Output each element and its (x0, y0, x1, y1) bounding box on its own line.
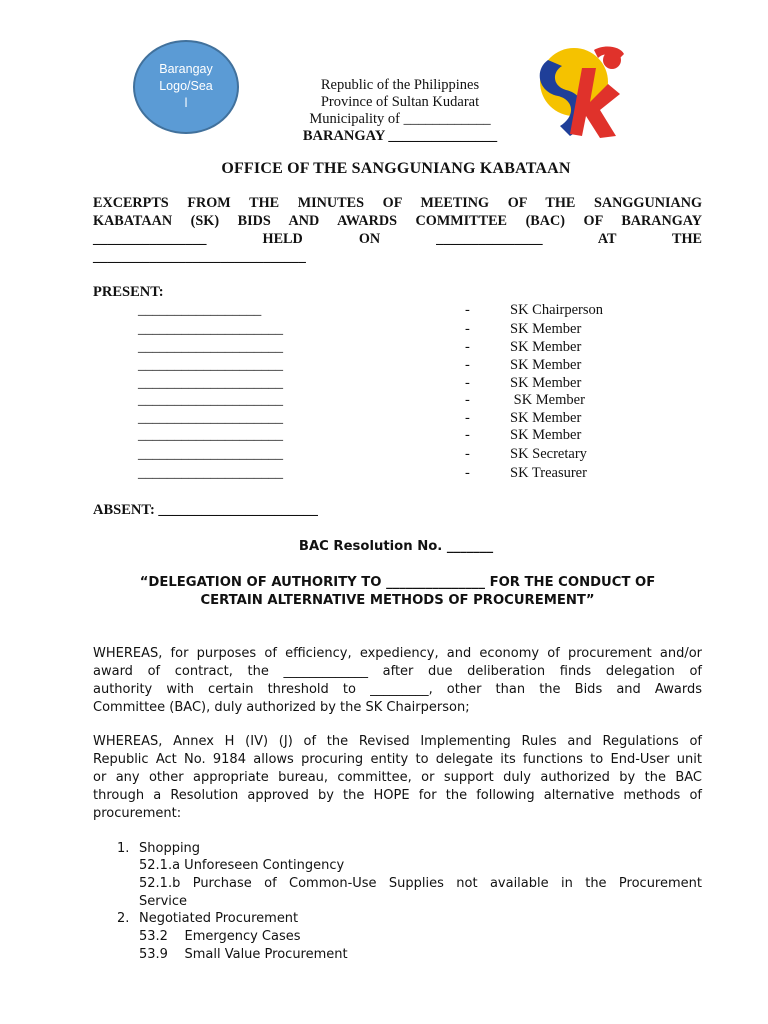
attendee-role: SK Member (510, 410, 582, 426)
attendee-name-line: ____________________ (138, 357, 283, 373)
sk-logo-icon (524, 40, 628, 144)
list-number: 2. (117, 911, 130, 926)
excerpt-line-4: ______________________________ (93, 249, 306, 265)
logo-line-3: l (184, 96, 188, 110)
attendee-dash: - (465, 375, 470, 391)
absent-line: ABSENT: ______________________ (93, 502, 318, 518)
header-municipality: Municipality of ____________ (309, 111, 491, 127)
list-subitem: 52.1.b Purchase of Common-Use Supplies not available in the Procurement (139, 876, 702, 891)
paragraph-line: award of contract, the _____________ after due deliberation finds delegation of (93, 664, 702, 679)
logo-line-2: Logo/Sea (159, 79, 213, 93)
header-province: Province of Sultan Kudarat (320, 94, 480, 110)
header-republic: Republic of the Philippines (320, 77, 480, 93)
attendee-role: SK Member (510, 321, 582, 337)
attendee-dash: - (465, 339, 470, 355)
excerpt-line-3: ________________ HELD ON _______________ AT THE (93, 231, 702, 247)
attendee-dash: - (465, 357, 470, 373)
attendee-dash: - (465, 321, 470, 337)
paragraph-line: authority with certain threshold to _________, other than the Bids and Awards (93, 682, 702, 697)
paragraph-line: WHEREAS, for purposes of efficiency, expediency, and economy of procurement and/or (93, 646, 702, 661)
attendee-dash: - (465, 427, 470, 443)
excerpt-line-1: EXCERPTS FROM THE MINUTES OF MEETING OF THE SANGGUNIANG (93, 195, 702, 211)
attendee-role: SK Member (510, 375, 582, 391)
whereas-paragraph-2 (93, 733, 702, 823)
attendee-role: SK Chairperson (510, 302, 604, 318)
header-barangay: BARANGAY _______________ (302, 128, 498, 144)
list-number: 1. (117, 841, 130, 856)
attendee-name-line: ____________________ (138, 339, 283, 355)
attendee-name-line: ____________________ (138, 410, 283, 426)
paragraph-line: Committee (BAC), duly authorized by the SK Chairperson; (93, 700, 470, 715)
attendee-role: SK Treasurer (510, 465, 587, 481)
logo-line-1: Barangay (159, 62, 213, 76)
list-subitem: 52.1.a Unforeseen Contingency (139, 858, 345, 873)
paragraph-line: Republic Act No. 9184 allows procuring entity to delegate its functions to End-User unit (93, 752, 702, 767)
office-title: OFFICE OF THE SANGGUNIANG KABATAAN (221, 160, 571, 177)
whereas-paragraph-1 (93, 645, 702, 717)
attendee-role: SK Member (510, 357, 582, 373)
excerpt-heading (93, 195, 702, 267)
attendee-name-line: ____________________ (138, 465, 283, 481)
list-subitem: 53.2 Emergency Cases (139, 929, 301, 944)
attendee-role: SK Secretary (510, 446, 587, 462)
attendee-dash: - (465, 302, 470, 318)
attendee-dash: - (465, 446, 470, 462)
list-subitem: Service (139, 894, 188, 909)
paragraph-line: procurement: (93, 806, 182, 821)
attendee-name-line: ____________________ (138, 392, 283, 408)
attendee-role: SK Member (510, 339, 582, 355)
excerpt-line-2: KABATAAN (SK) BIDS AND AWARDS COMMITTEE (BAC) OF BARANGAY (93, 213, 702, 229)
attendee-name-line: ____________________ (138, 375, 283, 391)
list-item: Shopping (139, 841, 201, 856)
resolution-number: BAC Resolution No. _______ (298, 539, 494, 554)
resolution-title-line-2: CERTAIN ALTERNATIVE METHODS OF PROCUREMENT” (200, 593, 595, 608)
paragraph-line: through a Resolution approved by the HOPE for the following alternative methods of (93, 788, 702, 803)
list-item: Negotiated Procurement (139, 911, 299, 926)
attendee-name-line: _________________ (138, 302, 262, 318)
attendee-name-line: ____________________ (138, 321, 283, 337)
attendee-dash: - (465, 465, 470, 481)
attendee-role: SK Member (510, 392, 585, 408)
attendee-dash: - (465, 410, 470, 426)
attendee-role: SK Member (510, 427, 582, 443)
resolution-title-line-1: “DELEGATION OF AUTHORITY TO _______________ FOR THE CONDUCT OF (139, 575, 656, 590)
attendee-name-line: ____________________ (138, 427, 283, 443)
present-label: PRESENT: (93, 284, 164, 300)
attendee-name-line: ____________________ (138, 446, 283, 462)
barangay-logo-placeholder (133, 40, 239, 134)
paragraph-line: WHEREAS, Annex H (IV) (J) of the Revised Implementing Rules and Regulations of (93, 734, 702, 749)
attendee-dash: - (465, 392, 470, 408)
paragraph-line: or any other appropriate bureau, committee, or support duly authorized by the BAC (93, 770, 702, 785)
list-subitem: 53.9 Small Value Procurement (139, 947, 348, 962)
